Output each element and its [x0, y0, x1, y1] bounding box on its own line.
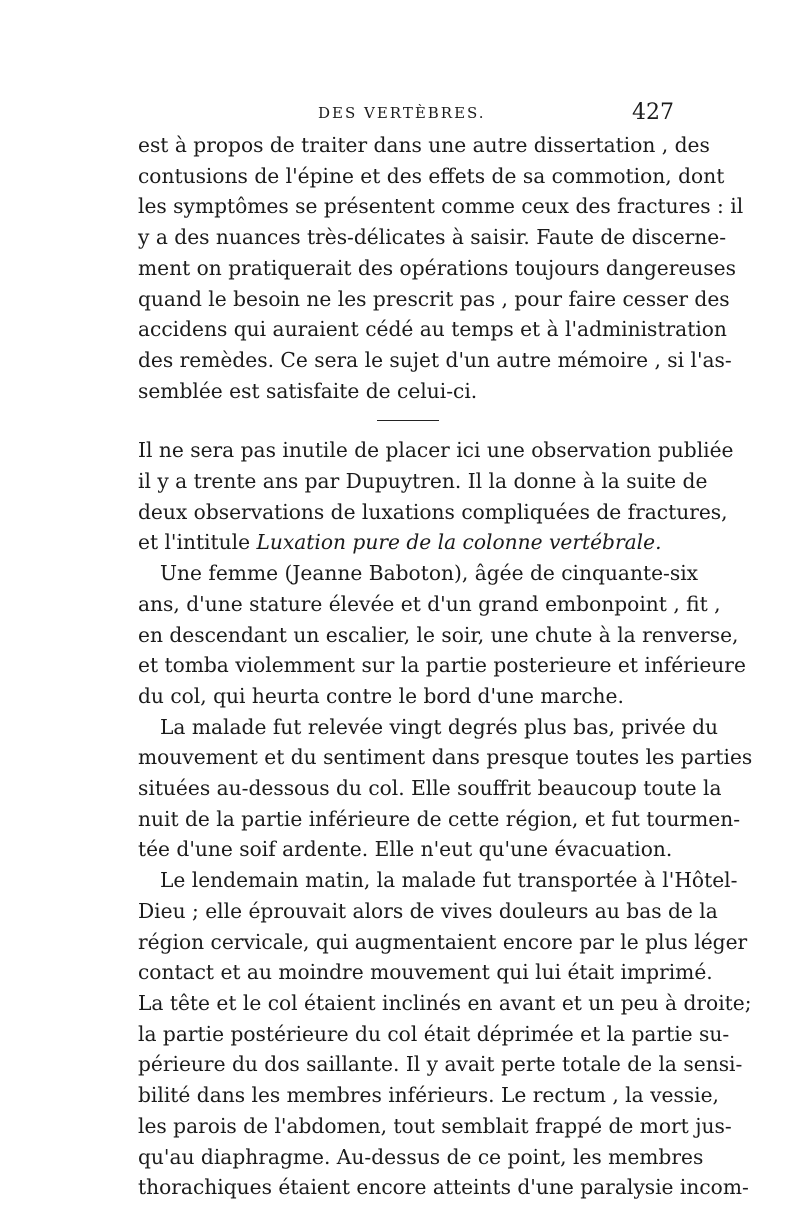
text-line: tée d'une soif ardente. Elle n'eut qu'une évacuation.: [138, 837, 673, 862]
text-line: région cervicale, qui augmentaient encore par le plus léger: [138, 929, 748, 954]
text-line: Dieu ; elle éprouvait alors de vives douleurs au bas de la: [138, 898, 718, 923]
text-line: la partie postérieure du col était déprimée et la partie su-: [138, 1021, 730, 1046]
paragraph-5: [138, 865, 752, 1203]
text-line: ment on pratiquerait des opérations toujours dangereuses: [138, 255, 736, 280]
article-title: Luxation pure de la colonne vertébrale.: [256, 530, 662, 555]
text-line: semblée est satisfaite de celui-ci.: [138, 378, 478, 403]
paragraph-2: [138, 435, 734, 558]
section-separator: [377, 420, 439, 421]
text-line: est à propos de traiter dans une autre dissertation , des: [138, 133, 710, 157]
text-line: quand le besoin ne les prescrit pas , pour faire cesser des: [138, 286, 730, 311]
text-line: ans, d'une stature élevée et d'un grand embonpoint , fit ,: [138, 591, 721, 616]
text-line: les parois de l'abdomen, tout semblait frappé de mort jus-: [138, 1113, 732, 1138]
text-line: mouvement et du sentiment dans presque toutes les parties: [138, 745, 753, 770]
paragraph-1: [138, 130, 744, 406]
running-head: [138, 100, 678, 126]
text-line: Une femme (Jeanne Baboton), âgée de cinquante-six: [160, 561, 699, 586]
text-line: La malade fut relevée vingt degrés plus bas, privée du: [160, 714, 718, 739]
text-line: contact et au moindre mouvement qui lui était imprimé.: [138, 960, 713, 985]
text-line: du col, qui heurta contre le bord d'une marche.: [138, 683, 624, 708]
paragraph-3: [138, 558, 746, 712]
text-line: bilité dans les membres inférieurs. Le rectum , la vessie,: [138, 1083, 719, 1108]
page-number: 427: [632, 100, 674, 125]
text-line: en descendant un escalier, le soir, une chute à la renverse,: [138, 622, 739, 647]
text-line: La tête et le col étaient inclinés en avant et un peu à droite;: [138, 990, 752, 1015]
text-line: accidens qui auraient cédé au temps et à l'administration: [138, 317, 727, 342]
body-text: [138, 130, 753, 1203]
text-line: périeure du dos saillante. Il y avait perte totale de la sensi-: [138, 1052, 743, 1077]
text-line: y a des nuances très-délicates à saisir. Faute de discerne-: [138, 225, 727, 250]
text-line: thorachiques étaient encore atteints d'une paralysie incom-: [138, 1175, 749, 1200]
text-line: et tomba violemment sur la partie posterieure et inférieure: [138, 653, 746, 678]
text-line: les symptômes se présentent comme ceux des fractures : il: [138, 194, 744, 219]
text-line: nuit de la partie inférieure de cette région, et fut tourmen-: [138, 806, 741, 831]
paragraph-4: [138, 712, 753, 866]
text-line: deux observations de luxations compliquées de fractures,: [138, 499, 728, 524]
text-line: Le lendemain matin, la malade fut transportée à l'Hôtel-: [160, 868, 738, 893]
text-line: des remèdes. Ce sera le sujet d'un autre mémoire , si l'as-: [138, 347, 732, 372]
text-line: qu'au diaphragme. Au-dessus de ce point, les membres: [138, 1144, 704, 1169]
running-title: DES VERTÈBRES.: [318, 104, 486, 122]
text-line: il y a trente ans par Dupuytren. Il la donne à la suite de: [138, 469, 708, 494]
text-line: Il ne sera pas inutile de placer ici une observation publiée: [138, 438, 734, 463]
text-line: contusions de l'épine et des effets de sa commotion, dont: [138, 163, 725, 188]
text-line: [138, 527, 678, 558]
text-line: situées au-dessous du col. Elle souffrit beaucoup toute la: [138, 776, 722, 801]
text-run: et l'intitule: [138, 530, 257, 555]
